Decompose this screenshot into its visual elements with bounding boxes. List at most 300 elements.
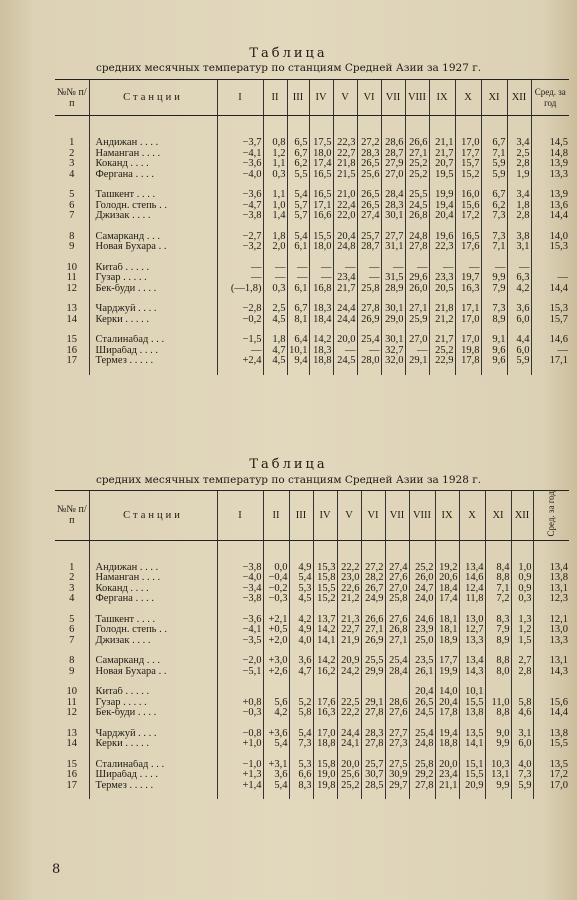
spacer-cell: [435, 750, 459, 760]
spacer-cell: [289, 791, 313, 799]
temperature-cell: 7,2: [485, 594, 511, 605]
temperature-cell: 26,5: [357, 159, 381, 170]
spacer-cell: [217, 677, 263, 687]
temperature-cell: 27,1: [405, 304, 429, 315]
temperature-cell: 17,6: [455, 242, 481, 253]
spacer-cell: [263, 677, 289, 687]
temperature-cell: 4,9: [289, 563, 313, 574]
spacer-cell: [313, 605, 337, 615]
temperature-cell: 5,3: [289, 584, 313, 595]
temperature-cell: 27,2: [361, 563, 385, 574]
spacer-cell: [217, 253, 263, 263]
temperature-cell: 19,0: [313, 770, 337, 781]
temperature-cell: [289, 687, 313, 698]
temperature-cell: 7,1: [485, 584, 511, 595]
spacer-cell: [55, 367, 89, 375]
spacer-cell: [309, 116, 333, 139]
column-header-label: VIII: [407, 92, 427, 103]
column-header-label: XI: [492, 509, 504, 521]
temperature-cell: 6,2: [287, 159, 309, 170]
table-row: [55, 263, 569, 274]
temperature-cell: 15,6: [533, 698, 569, 709]
spacer-cell: [287, 116, 309, 139]
row-number: 2: [69, 148, 75, 159]
temperature-cell: 2,0: [263, 242, 287, 253]
spacer-cell: [381, 222, 405, 232]
temperature-cell: 4,9: [289, 625, 313, 636]
station-name: Самарканд . . .: [89, 232, 217, 243]
spacer-cell: [459, 540, 485, 563]
spacer-cell: [217, 791, 263, 799]
temperature-cell: 25,2: [409, 563, 435, 574]
spacer-cell: [357, 367, 381, 375]
spacer-cell: [507, 222, 531, 232]
table-row: [55, 190, 569, 201]
temperature-cell: [485, 687, 511, 698]
temperature-cell: 32,0: [381, 356, 405, 367]
spacer-cell: [55, 646, 89, 656]
spacer-cell: [481, 325, 507, 335]
column-header: [313, 491, 337, 541]
station-name: Ширабад . . . .: [89, 770, 217, 781]
spacer-cell: [263, 116, 287, 139]
spacer-cell: [217, 719, 263, 729]
temperature-cell: 7,9: [481, 284, 507, 295]
station-name: Голодн. степь . .: [89, 201, 217, 212]
spacer-cell: [485, 677, 511, 687]
temperature-cell: 3,4: [507, 138, 531, 149]
temperature-cell: 0,3: [511, 594, 533, 605]
spacer-cell: [481, 294, 507, 304]
temperature-cell: 17,0: [313, 729, 337, 740]
spacer-cell: [409, 605, 435, 615]
temperature-cell: 13,0: [533, 625, 569, 636]
table-row: [55, 211, 569, 222]
spacer-cell: [357, 253, 381, 263]
temperature-cell: 5,7: [287, 201, 309, 212]
temperature-cell: 24,7: [409, 584, 435, 595]
temperature-cell: −2,0: [217, 656, 263, 667]
row-number: 10: [66, 262, 77, 273]
temperature-cell: −3,6: [217, 615, 263, 626]
spacer-cell: [429, 222, 455, 232]
temperature-cell: 23,5: [409, 656, 435, 667]
temperature-cell: 6,7: [481, 138, 507, 149]
spacer-cell: [89, 180, 217, 190]
temperature-cell: 4,4: [507, 335, 531, 346]
spacer-cell: [481, 180, 507, 190]
column-header: [217, 491, 263, 541]
table-row: [55, 149, 569, 160]
temperature-cell: 10,1: [287, 346, 309, 357]
temperature-cell: 21,3: [337, 615, 361, 626]
spacer-cell: [217, 646, 263, 656]
temperature-cell: 23,4: [333, 273, 357, 284]
column-header-label: X: [468, 509, 476, 521]
row-spacer: [55, 605, 569, 615]
column-header-label: XII: [511, 92, 527, 103]
spacer-cell: [89, 116, 217, 139]
temperature-cell: 24,0: [409, 594, 435, 605]
temperature-cell: 7,9: [485, 625, 511, 636]
temperature-cell: —: [357, 273, 381, 284]
temperature-cell: 8,4: [485, 563, 511, 574]
temperature-cell: 25,5: [361, 656, 385, 667]
temperature-cell: +3,0: [263, 656, 289, 667]
temperature-cell: 23,0: [337, 573, 361, 584]
station-name: Чарджуй . . . .: [89, 729, 217, 740]
row-number: 8: [69, 656, 75, 667]
row-spacer: [55, 325, 569, 335]
row-number: 15: [66, 759, 77, 770]
spacer-cell: [429, 116, 455, 139]
spacer-cell: [531, 116, 569, 139]
temperature-cell: 25,0: [409, 636, 435, 647]
row-number: 13: [66, 304, 77, 314]
temperature-cell: 10,1: [459, 687, 485, 698]
column-header: [89, 80, 217, 116]
temperature-cell: 6,1: [287, 242, 309, 253]
column-header-label: VII: [385, 92, 401, 103]
spacer-cell: [511, 791, 533, 799]
temperature-cell: 5,8: [289, 708, 313, 719]
temperature-cell: 21,1: [435, 781, 459, 792]
temperature-cell: 24,4: [333, 304, 357, 315]
temperature-cell: 22,2: [337, 708, 361, 719]
spacer-cell: [89, 325, 217, 335]
temperature-cell: 15,7: [455, 159, 481, 170]
temperature-cell: 19,8: [455, 346, 481, 357]
temperature-cell: 12,7: [459, 625, 485, 636]
temperature-cell: 6,7: [287, 149, 309, 160]
temperature-cell: —: [217, 346, 263, 357]
temperature-cell: 3,6: [289, 656, 313, 667]
temperature-cell: 20,5: [429, 284, 455, 295]
temperature-cell: +2,1: [263, 615, 289, 626]
temperature-cell: −0,2: [217, 315, 263, 326]
temperature-cell: 18,3: [309, 304, 333, 315]
temperature-cell: —: [507, 263, 531, 274]
temperature-cell: 8,8: [485, 656, 511, 667]
temperature-cell: 18,4: [309, 315, 333, 326]
temperature-cell: 2,8: [511, 667, 533, 678]
temperature-cell: 4,0: [511, 760, 533, 771]
row-number: 3: [69, 159, 75, 169]
temperature-cell: 13,9: [531, 190, 569, 201]
column-header: [337, 491, 361, 541]
temperature-cell: 17,0: [455, 138, 481, 149]
spacer-cell: [361, 646, 385, 656]
temperature-cell: 22,7: [337, 625, 361, 636]
spacer-cell: [263, 325, 287, 335]
temperature-cell: 25,2: [429, 346, 455, 357]
spacer-cell: [459, 750, 485, 760]
temperature-cell: 4,5: [263, 315, 287, 326]
row-number: 17: [66, 356, 77, 366]
row-spacer: [55, 294, 569, 304]
temperature-cell: 28,9: [381, 284, 405, 295]
spacer-cell: [55, 540, 89, 563]
spacer-cell: [263, 719, 289, 729]
station-name: Андижан . . . .: [89, 563, 217, 574]
station-name: Чарджуй . . . .: [89, 304, 217, 315]
column-header: [405, 80, 429, 116]
spacer-cell: [357, 222, 381, 232]
spacer-cell: [287, 367, 309, 375]
spacer-cell: [405, 253, 429, 263]
row-spacer: [55, 222, 569, 232]
temperature-cell: 5,9: [481, 159, 507, 170]
spacer-cell: [89, 540, 217, 563]
row-number: 12: [66, 283, 77, 294]
spacer-cell: [485, 540, 511, 563]
spacer-cell: [55, 116, 89, 139]
temperature-cell: 27,4: [385, 563, 409, 574]
temperature-cell: 28,3: [381, 201, 405, 212]
temperature-cell: 25,8: [357, 284, 381, 295]
temperature-cell: 23,9: [409, 625, 435, 636]
temperature-cell: 19,9: [429, 190, 455, 201]
temperature-cell: +1,3: [217, 770, 263, 781]
spacer-cell: [55, 605, 89, 615]
temperature-cell: 15,1: [459, 760, 485, 771]
spacer-cell: [455, 294, 481, 304]
row-number: 9: [69, 242, 75, 252]
temperature-cell: 0,9: [511, 584, 533, 595]
spacer-cell: [531, 180, 569, 190]
temperature-cell: 5,2: [289, 698, 313, 709]
temperature-cell: 21,7: [429, 149, 455, 160]
spacer-cell: [455, 253, 481, 263]
temperature-cell: 28,3: [361, 729, 385, 740]
temperature-cell: 9,9: [485, 781, 511, 792]
temperature-cell: −0,3: [263, 594, 289, 605]
temperature-cell: 23,4: [435, 770, 459, 781]
temperature-cell: 26,1: [409, 667, 435, 678]
temperature-cell: 8,8: [485, 708, 511, 719]
temperature-cell: −3,6: [217, 190, 263, 201]
temperature-cell: 26,9: [357, 315, 381, 326]
spacer-cell: [459, 646, 485, 656]
row-number: 12: [66, 708, 77, 719]
spacer-cell: [289, 540, 313, 563]
temperature-cell: 13,6: [531, 201, 569, 212]
temperature-cell: 16,5: [309, 190, 333, 201]
spacer-cell: [217, 116, 263, 139]
spacer-cell: [217, 605, 263, 615]
temperature-cell: 6,5: [287, 138, 309, 149]
row-spacer: [55, 791, 569, 799]
spacer-cell: [217, 222, 263, 232]
temperature-cell: 25,4: [385, 656, 409, 667]
row-number: 16: [66, 770, 77, 781]
temperature-cell: 17,7: [455, 149, 481, 160]
temperature-cell: 27,1: [361, 625, 385, 636]
spacer-cell: [511, 605, 533, 615]
temperature-cell: 9,9: [485, 739, 511, 750]
spacer-cell: [405, 116, 429, 139]
row-spacer: [55, 180, 569, 190]
row-number: 14: [66, 739, 77, 750]
temperature-cell: 0,9: [511, 573, 533, 584]
spacer-cell: [337, 605, 361, 615]
temperature-cell: 21,2: [429, 315, 455, 326]
spacer-cell: [357, 325, 381, 335]
temperature-cell: 24,6: [409, 615, 435, 626]
temperature-cell: 30,1: [381, 304, 405, 315]
temperature-cell: 4,5: [289, 594, 313, 605]
temperature-cell: 13,9: [531, 159, 569, 170]
spacer-cell: [405, 325, 429, 335]
temperature-cell: —: [333, 263, 357, 274]
temperature-table-1927: [55, 79, 569, 375]
column-header: [263, 80, 287, 116]
temperature-cell: 13,5: [459, 729, 485, 740]
spacer-cell: [385, 605, 409, 615]
temperature-cell: 5,4: [287, 190, 309, 201]
temperature-cell: 14,2: [309, 335, 333, 346]
spacer-cell: [89, 677, 217, 687]
temperature-cell: 28,6: [385, 698, 409, 709]
temperature-cell: −3,8: [217, 563, 263, 574]
page-number: 8: [52, 862, 61, 877]
temperature-cell: 20,7: [429, 159, 455, 170]
temperature-cell: 25,5: [405, 190, 429, 201]
column-header: [309, 80, 333, 116]
temperature-cell: 24,1: [337, 739, 361, 750]
spacer-cell: [485, 605, 511, 615]
spacer-cell: [357, 180, 381, 190]
temperature-cell: —: [455, 263, 481, 274]
temperature-cell: 15,2: [455, 170, 481, 181]
temperature-cell: 27,8: [405, 242, 429, 253]
spacer-cell: [313, 540, 337, 563]
column-header-label: №№ п/п: [56, 504, 87, 527]
temperature-cell: 9,0: [485, 729, 511, 740]
temperature-cell: −4,7: [217, 201, 263, 212]
temperature-cell: 18,0: [309, 149, 333, 160]
spacer-cell: [385, 646, 409, 656]
temperature-cell: 1,2: [263, 149, 287, 160]
spacer-cell: [361, 791, 385, 799]
temperature-cell: 27,8: [361, 739, 385, 750]
temperature-cell: +2,6: [263, 667, 289, 678]
station-name: Ширабад . . . .: [89, 346, 217, 357]
temperature-cell: 8,3: [289, 781, 313, 792]
column-header: [89, 491, 217, 541]
temperature-cell: −0,2: [263, 584, 289, 595]
temperature-cell: [337, 687, 361, 698]
temperature-cell: 1,8: [507, 201, 531, 212]
temperature-cell: 13,0: [459, 615, 485, 626]
temperature-cell: [361, 687, 385, 698]
station-name: Керки . . . . .: [89, 315, 217, 326]
temperature-cell: 17,2: [533, 770, 569, 781]
temperature-cell: 8,1: [287, 315, 309, 326]
column-header: [357, 80, 381, 116]
spacer-cell: [409, 750, 435, 760]
temperature-cell: 17,0: [455, 335, 481, 346]
temperature-cell: 6,4: [287, 335, 309, 346]
temperature-cell: —: [217, 273, 263, 284]
temperature-cell: 18,1: [435, 615, 459, 626]
temperature-cell: +2,0: [263, 636, 289, 647]
column-header-label: VI: [367, 509, 379, 521]
spacer-cell: [531, 294, 569, 304]
spacer-cell: [361, 677, 385, 687]
temperature-cell: —: [531, 346, 569, 357]
temperature-cell: 7,3: [511, 770, 533, 781]
temperature-cell: −3,8: [217, 594, 263, 605]
temperature-cell: 19,6: [429, 232, 455, 243]
spacer-cell: [337, 646, 361, 656]
column-header: [481, 80, 507, 116]
station-name: Керки . . . . .: [89, 739, 217, 750]
spacer-cell: [533, 719, 569, 729]
temperature-cell: +2,4: [217, 356, 263, 367]
temperature-cell: 21,7: [429, 335, 455, 346]
temperature-cell: 28,3: [357, 149, 381, 160]
temperature-cell: 5,4: [263, 739, 289, 750]
temperature-cell: 15,8: [313, 760, 337, 771]
temperature-cell: 24,8: [405, 232, 429, 243]
temperature-cell: 13,3: [533, 636, 569, 647]
column-header-label: Сред. за год: [546, 491, 557, 537]
temperature-cell: 4,7: [289, 667, 313, 678]
temperature-cell: 5,5: [287, 170, 309, 181]
temperature-cell: 14,3: [459, 667, 485, 678]
temperature-cell: (—1,8): [217, 284, 263, 295]
spacer-cell: [313, 646, 337, 656]
temperature-cell: 15,7: [531, 315, 569, 326]
temperature-cell: 25,4: [357, 335, 381, 346]
temperature-cell: 20,9: [459, 781, 485, 792]
table-row: [55, 625, 569, 636]
temperature-cell: 19,9: [435, 667, 459, 678]
spacer-cell: [381, 116, 405, 139]
temperature-cell: 14,1: [313, 636, 337, 647]
temperature-cell: 14,2: [313, 625, 337, 636]
spacer-cell: [333, 222, 357, 232]
temperature-cell: 27,7: [381, 232, 405, 243]
temperature-cell: 25,8: [385, 594, 409, 605]
column-header-label: VI: [363, 92, 375, 103]
spacer-cell: [263, 367, 287, 375]
table-row: [55, 356, 569, 367]
temperature-cell: 26,5: [357, 190, 381, 201]
temperature-cell: 28,4: [381, 190, 405, 201]
temperature-cell: 13,1: [485, 770, 511, 781]
temperature-cell: 14,0: [435, 687, 459, 698]
temperature-cell: 14,5: [531, 138, 569, 149]
temperature-cell: 1,1: [263, 190, 287, 201]
column-header: [55, 80, 89, 116]
temperature-cell: 2,8: [507, 159, 531, 170]
temperature-cell: 0,0: [263, 563, 289, 574]
temperature-cell: 13,7: [313, 615, 337, 626]
column-header: [217, 80, 263, 116]
row-number: 4: [69, 169, 75, 180]
temperature-cell: 20,6: [435, 573, 459, 584]
column-header-label: Станции: [123, 509, 183, 521]
spacer-cell: [429, 253, 455, 263]
temperature-cell: 15,5: [459, 770, 485, 781]
temperature-cell: 25,8: [409, 760, 435, 771]
temperature-cell: +3,6: [263, 729, 289, 740]
table-row: [55, 346, 569, 357]
row-number: 11: [66, 273, 77, 283]
row-number: 5: [69, 190, 75, 200]
